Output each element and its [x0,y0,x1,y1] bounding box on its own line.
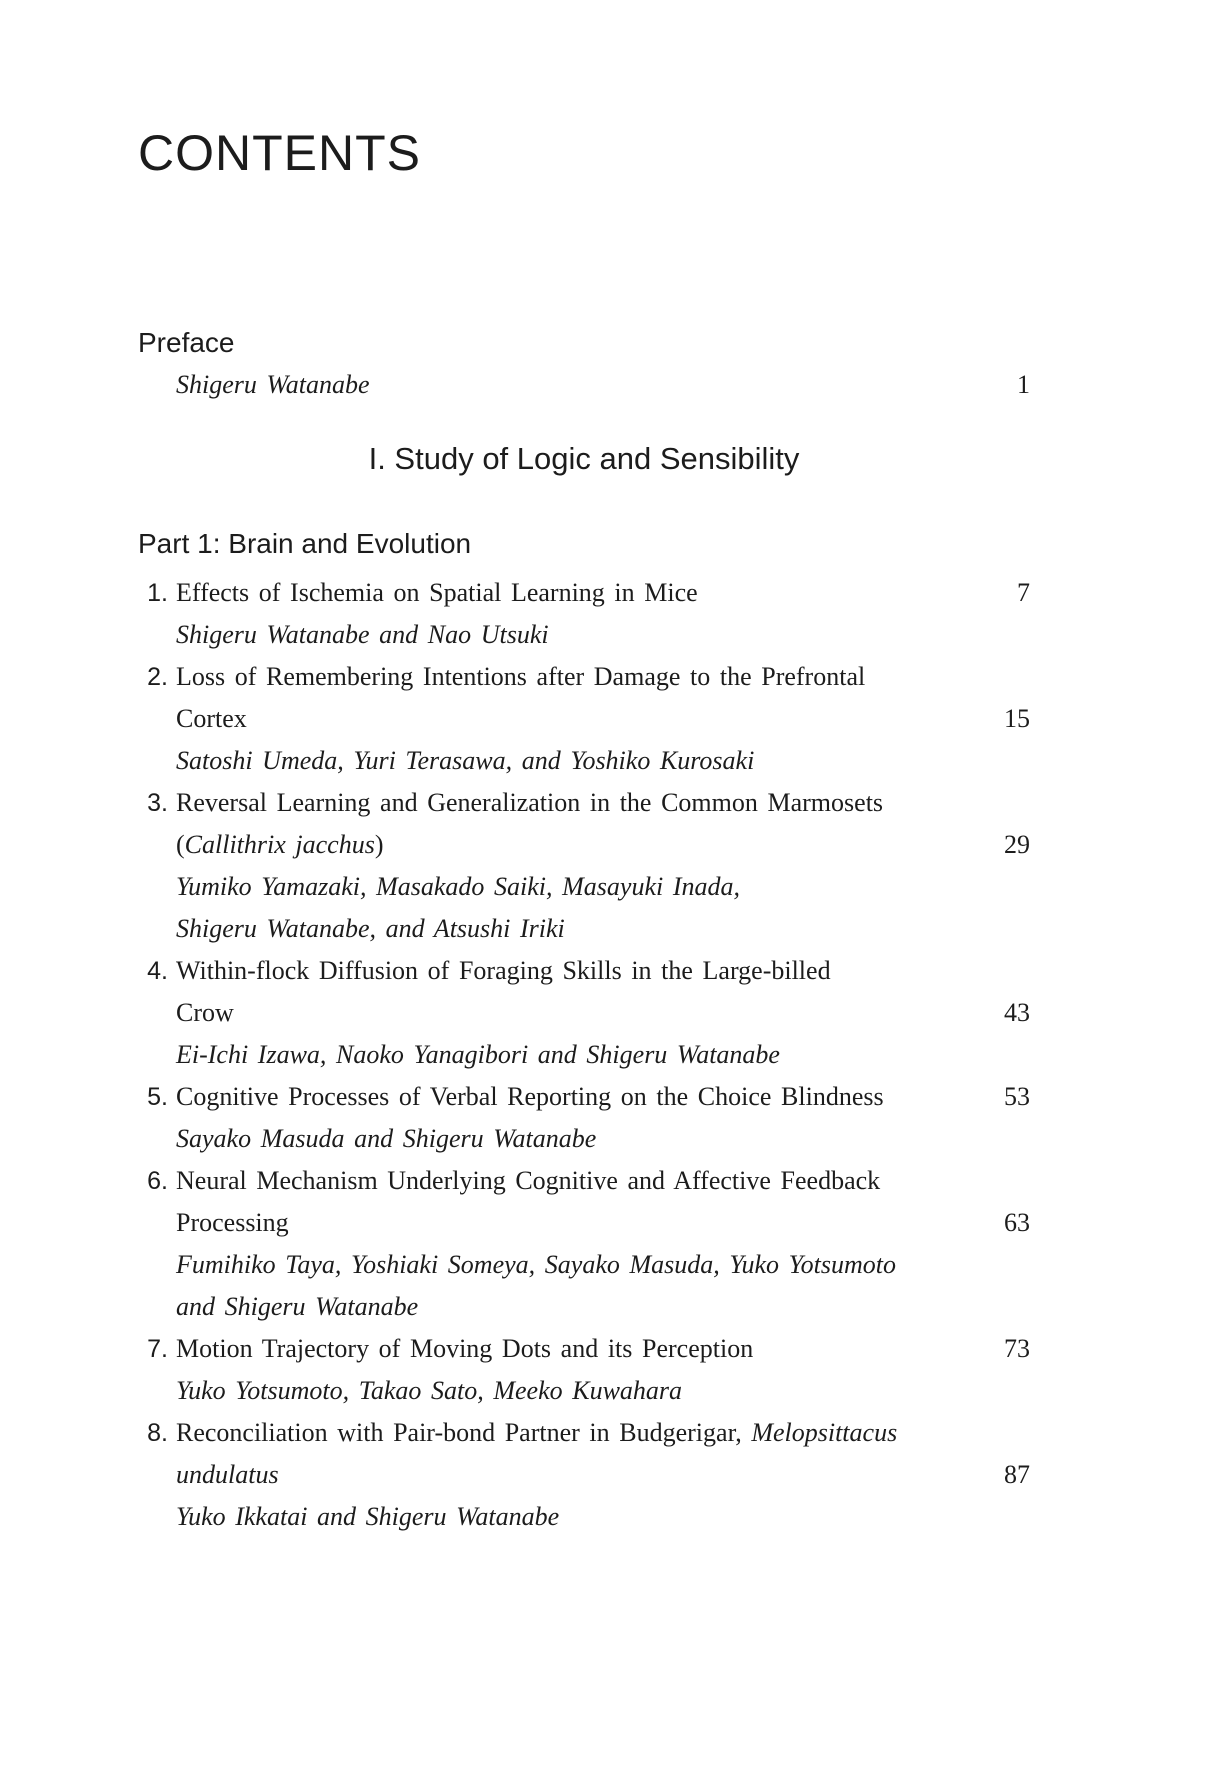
title-segment: Fumihiko Taya, Yoshiaki Someya, Sayako Masuda, Yuko Yotsumoto [176,1250,897,1280]
entry-indent-spacer [138,1245,168,1286]
entry-title-text [176,1076,884,1117]
entry-number: 3. [147,789,168,818]
entry-authors [176,1118,596,1159]
toc-entry-title-line [138,950,1030,992]
entry-authors [176,740,754,781]
entry-title-text [176,1202,289,1243]
toc-entry-title-line [138,1328,1030,1370]
entry-indent-spacer [138,909,168,950]
toc-entry [138,656,1030,782]
entry-page-number: 53 [1004,1082,1030,1112]
toc-list [138,572,1030,1538]
title-segment: Crow [176,998,234,1028]
entry-indent-spacer [138,741,168,782]
entry-indent-spacer [138,825,168,866]
entry-title-text [176,698,247,739]
entry-authors [176,1496,559,1537]
entry-page-number: 63 [1004,1208,1030,1238]
entry-page-number: 73 [1004,1334,1030,1364]
title-segment: Cortex [176,704,247,734]
title-segment: Ei-Ichi Izawa, Naoko Yanagibori and Shigeru Watanabe [176,1040,780,1070]
title-segment: Motion Trajectory of Moving Dots and its Perception [176,1334,754,1364]
entry-title-text [176,824,384,865]
toc-entry-author-line [138,614,1030,656]
title-segment: Shigeru Watanabe and Nao Utsuki [176,620,549,650]
title-segment: Reversal Learning and Generalization in the Common Marmosets [176,788,884,818]
preface-indent-spacer [138,365,168,406]
section-heading: I. Study of Logic and Sensibility [368,440,800,476]
title-segment: Yuko Ikkatai and Shigeru Watanabe [176,1502,560,1532]
entry-authors [176,866,740,907]
page-title: CONTENTS [138,125,421,181]
entry-indent-spacer [138,867,168,908]
preface-page-number: 1 [1017,369,1030,399]
toc-entry-title-line [138,1160,1030,1202]
entry-number: 8. [147,1419,168,1448]
title-segment: Processing [176,1208,289,1238]
preface-heading: Preface [138,327,235,358]
entry-indent-spacer [138,1371,168,1412]
entry-authors [176,1244,896,1285]
entry-authors [176,1370,682,1411]
toc-entry-author-line [138,1370,1030,1412]
toc-entry-author-line [138,1286,1030,1328]
title-segment: Cognitive Processes of Verbal Reporting on the Choice Blindness [176,1082,884,1112]
toc-entry-title-line [138,1454,1030,1496]
title-segment: Reconciliation with Pair-bond Partner in Budgerigar, [176,1418,752,1448]
toc-entry-author-line [138,1496,1030,1538]
entry-title-text [176,1160,880,1201]
entry-number: 4. [147,957,168,986]
toc-entry-title-line [138,824,1030,866]
entry-authors [176,908,565,949]
toc-entry-author-line [138,908,1030,950]
entry-authors [176,1034,780,1075]
entry-indent-spacer [138,1035,168,1076]
title-segment: Within-flock Diffusion of Foraging Skills in the Large-billed [176,956,831,986]
entry-number: 7. [147,1335,168,1364]
entry-number: 2. [147,663,168,692]
entry-number: 1. [147,579,168,608]
title-segment: Satoshi Umeda, Yuri Terasawa, and Yoshiko Kurosaki [176,746,755,776]
toc-entry-author-line [138,866,1030,908]
entry-title-text [176,1454,279,1495]
toc-entry [138,1328,1030,1412]
toc-entry-author-line [138,1118,1030,1160]
toc-entry [138,950,1030,1076]
entry-indent-spacer [138,615,168,656]
toc-entry [138,782,1030,950]
toc-entry [138,1076,1030,1160]
entry-title-text [176,572,698,613]
entry-page-number: 29 [1004,830,1030,860]
toc-entry [138,572,1030,656]
title-segment: Yuko Yotsumoto, Takao Sato, Meeko Kuwahara [176,1376,683,1406]
entry-title-text [176,1412,897,1453]
title-segment: and Shigeru Watanabe [176,1292,419,1322]
title-segment: ) [374,830,384,860]
entry-title-text [176,782,883,823]
toc-entry-author-line [138,740,1030,782]
entry-page-number: 43 [1004,998,1030,1028]
toc-entry-title-line [138,1412,1030,1454]
preface-entry [138,364,1030,406]
title-segment: Shigeru Watanabe, and Atsushi Iriki [176,914,565,944]
entry-indent-spacer [138,1287,168,1328]
entry-page-number: 15 [1004,704,1030,734]
entry-authors [176,614,549,655]
entry-number: 5. [147,1083,168,1112]
entry-title-text [176,656,865,697]
toc-entry-title-line [138,656,1030,698]
title-segment: Loss of Remembering Intentions after Damage to the Prefrontal [176,662,866,692]
preface-author: Shigeru Watanabe [176,369,370,399]
title-italic-segment: Melopsittacus [751,1418,898,1448]
toc-entry-title-line [138,782,1030,824]
title-segment: Effects of Ischemia on Spatial Learning in Mice [176,578,698,608]
entry-number: 6. [147,1167,168,1196]
part-heading: Part 1: Brain and Evolution [138,527,472,559]
toc-entry-title-line [138,1202,1030,1244]
title-italic-segment: Callithrix jacchus [184,830,375,860]
entry-page-number: 87 [1004,1460,1030,1490]
entry-indent-spacer [138,1203,168,1244]
toc-entry [138,1412,1030,1538]
entry-indent-spacer [138,1119,168,1160]
title-segment: Neural Mechanism Underlying Cognitive and Affective Feedback [176,1166,881,1196]
title-segment: ( [176,830,185,860]
entry-authors [176,1286,418,1327]
entry-indent-spacer [138,699,168,740]
title-segment: Yumiko Yamazaki, Masakado Saiki, Masayuki Inada, [176,872,740,902]
title-segment: Sayako Masuda and Shigeru Watanabe [176,1124,597,1154]
toc-entry-title-line [138,1076,1030,1118]
entry-title-text [176,1328,753,1369]
entry-indent-spacer [138,1455,168,1496]
entry-title-text [176,950,831,991]
toc-entry-author-line [138,1034,1030,1076]
title-italic-segment: undulatus [176,1460,279,1490]
entry-page-number: 7 [1017,578,1030,608]
entry-title-text [176,992,234,1033]
toc-entry-title-line [138,698,1030,740]
entry-indent-spacer [138,993,168,1034]
entry-indent-spacer [138,1497,168,1538]
toc-entry-title-line [138,572,1030,614]
toc-entry-author-line [138,1244,1030,1286]
toc-entry [138,1160,1030,1328]
toc-entry-title-line [138,992,1030,1034]
